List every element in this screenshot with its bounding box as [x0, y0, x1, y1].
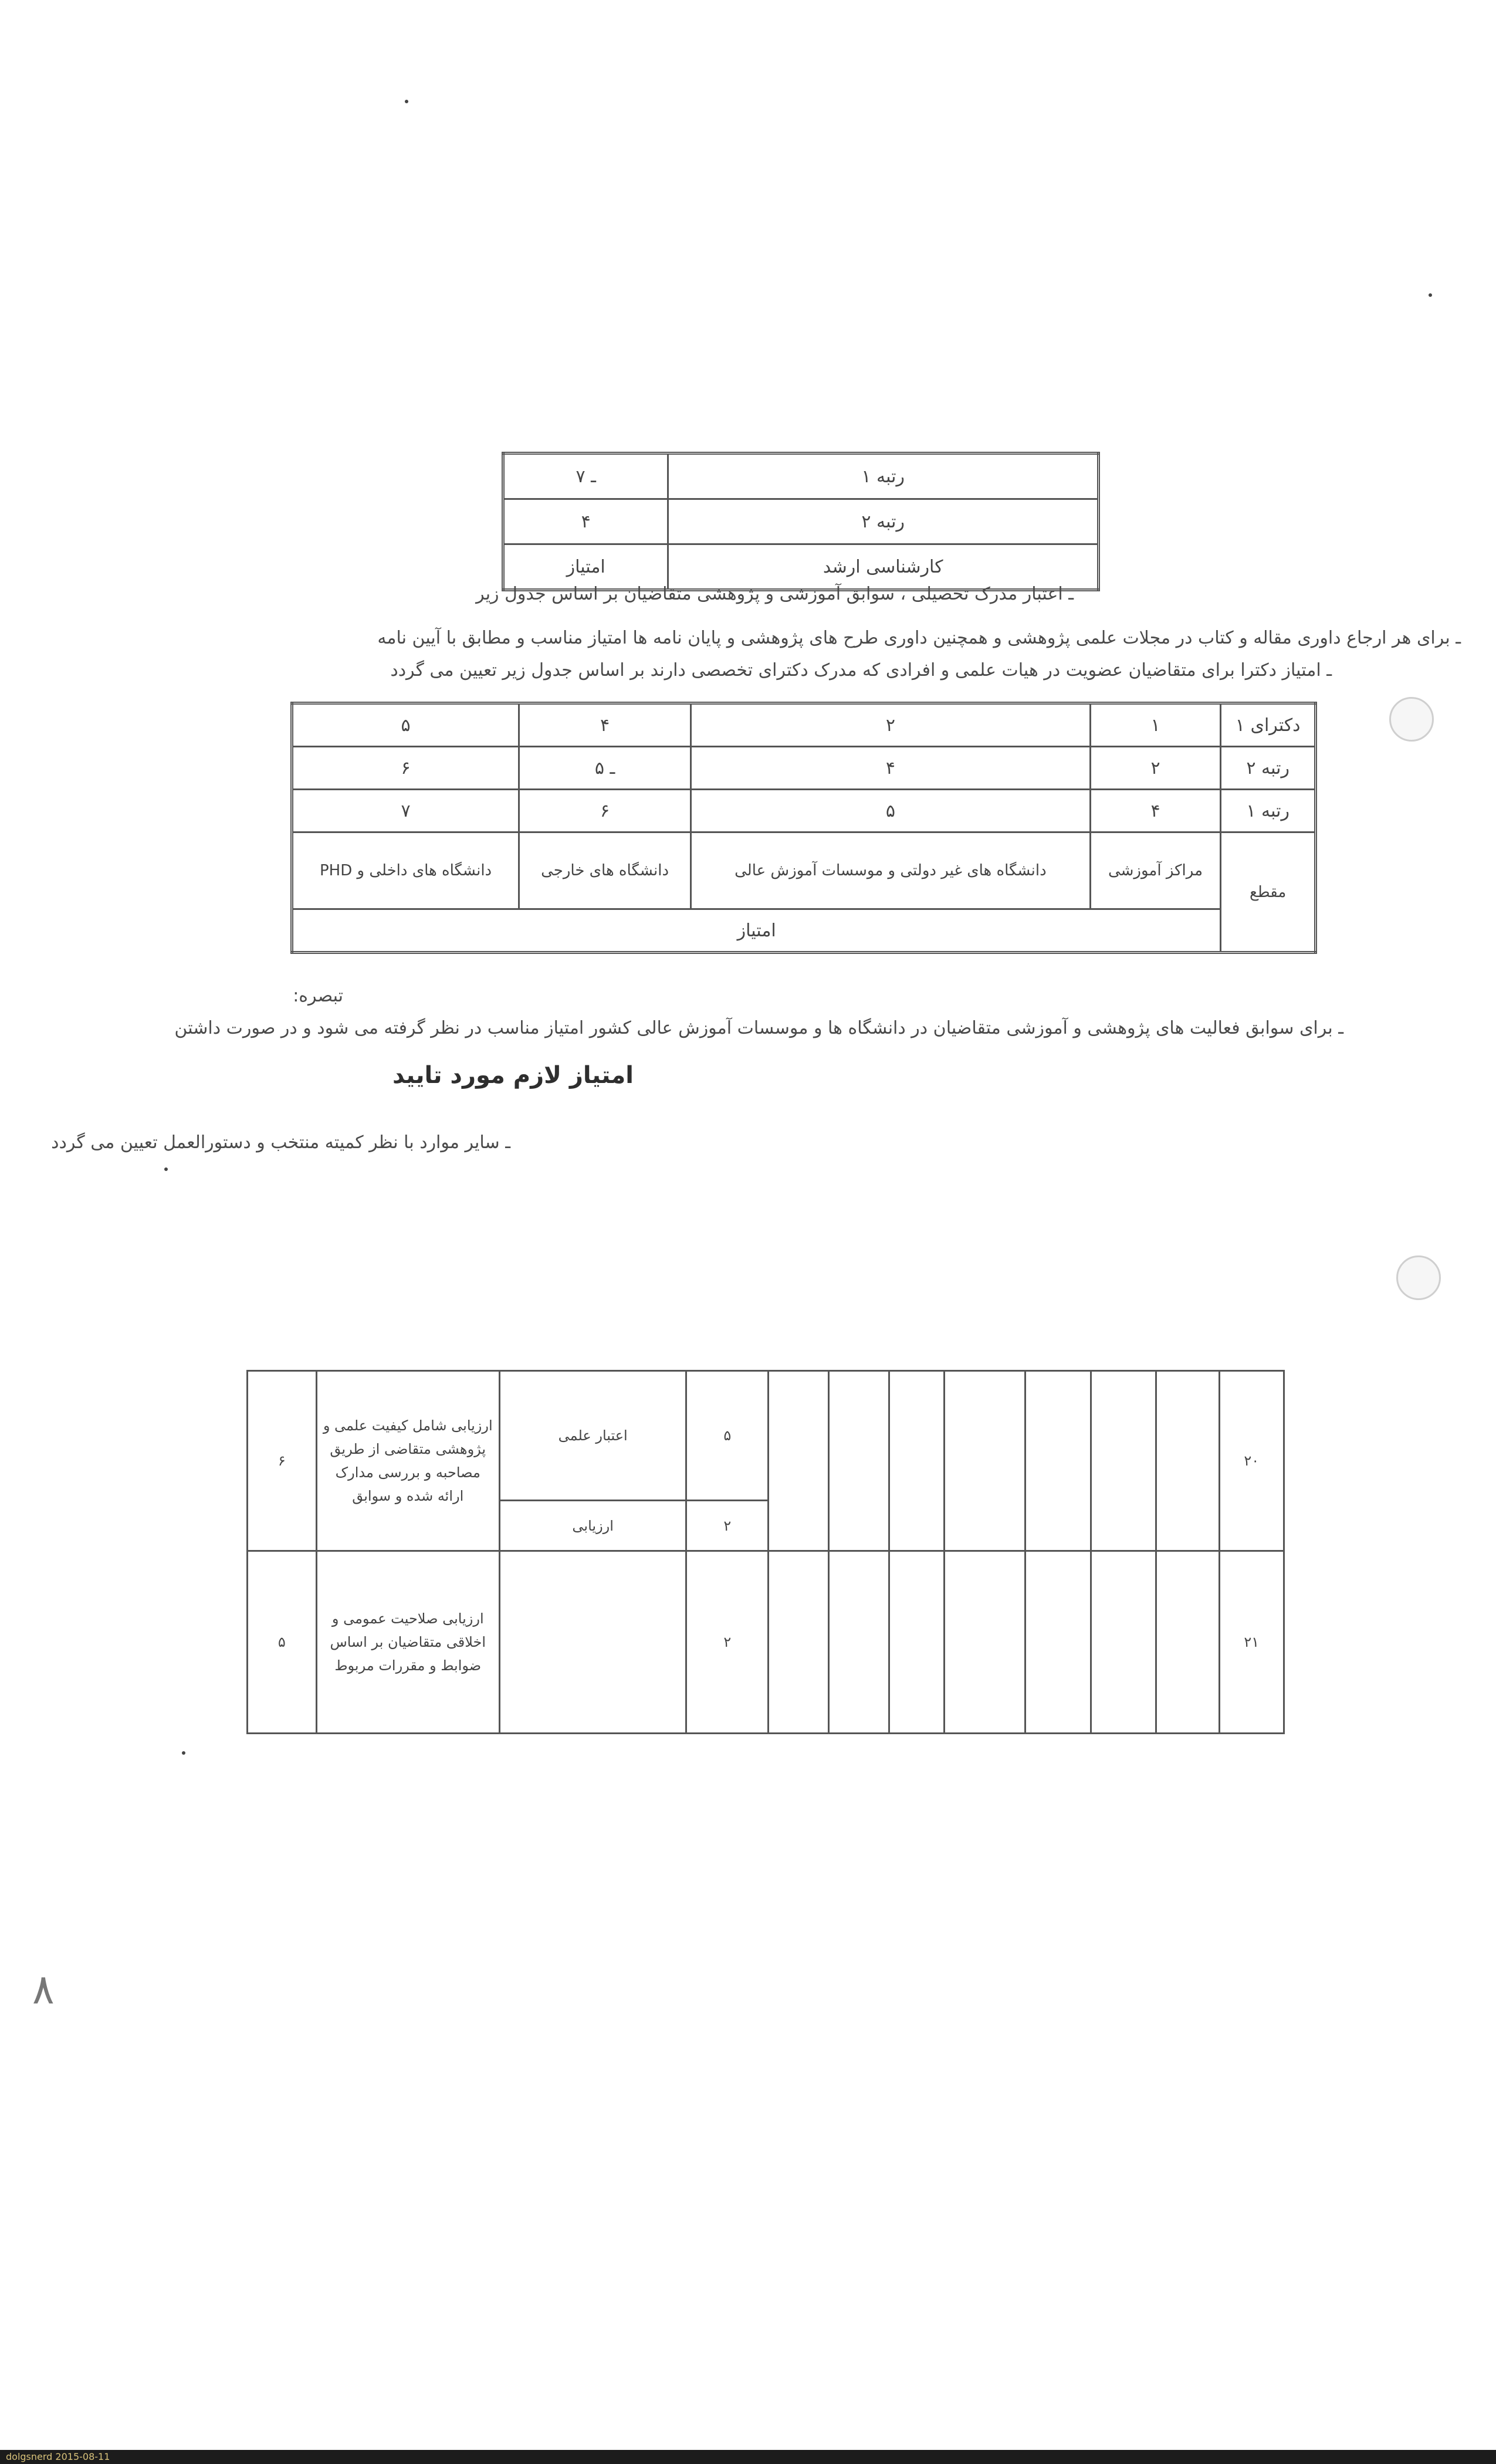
- table-cell: دکترای ۱: [1221, 703, 1316, 747]
- table-cell: ۵: [686, 1371, 769, 1501]
- table-cell: ۷ ـ: [503, 453, 668, 499]
- table-cell: [944, 1551, 1025, 1734]
- table-cell: [1091, 1551, 1156, 1734]
- table-row: [292, 790, 1316, 832]
- table-row: [248, 1551, 1284, 1734]
- table-cell: [889, 1371, 944, 1551]
- table-cell: ۶: [519, 790, 691, 832]
- scan-speck: [405, 100, 408, 103]
- paragraph-line: ـ برای هر ارجاع داوری مقاله و کتاب در مجلات علمی پژوهشی و همچنین داوری طرح های پژوهشی و پایان نامه ها امتیاز مناسب و مطابق با آیین نامه: [377, 628, 1461, 648]
- table-cell: ۵: [691, 790, 1091, 832]
- table-cell: امتیاز: [292, 909, 1221, 953]
- table-row: [248, 1371, 1284, 1501]
- table-cell: مقطع: [1221, 832, 1316, 953]
- table-cell: [828, 1371, 889, 1551]
- table-cell: رتبه ۲: [668, 499, 1099, 544]
- table-cell: [1025, 1551, 1091, 1734]
- paragraph-line: امتیاز لازم مورد تایید: [392, 1062, 634, 1089]
- table-cell: ۲۱: [1219, 1551, 1284, 1734]
- table-cell: امتیاز: [503, 544, 668, 590]
- paragraph-line: ـ امتیاز دکترا برای متقاضیان عضویت در هیات علمی و افرادی که مدرک دکترای تخصصی دارند بر اساس جدول زیر تعیین می گردد: [390, 660, 1332, 681]
- table-cell: مراکز آموزشی: [1090, 832, 1221, 909]
- table-cell: [889, 1551, 944, 1734]
- table-cell: [828, 1551, 889, 1734]
- table-cell: ۴: [503, 499, 668, 544]
- table-cell: PHD دانشگاه های داخلی و: [292, 832, 519, 909]
- table-cell: [1091, 1371, 1156, 1551]
- table-cell: ۶: [292, 747, 519, 790]
- table-cell: [944, 1371, 1025, 1551]
- table-cell: ۲: [686, 1551, 769, 1734]
- table-cell: ۵ ـ: [519, 747, 691, 790]
- table-cell: اعتبار علمی: [499, 1371, 686, 1501]
- table-cell: ۴: [519, 703, 691, 747]
- table-row: [292, 909, 1316, 953]
- table-row: [503, 544, 1099, 590]
- table-cell: رتبه ۱: [668, 453, 1099, 499]
- score-table-evaluation: [246, 1370, 1285, 1734]
- scan-speck: [182, 1751, 185, 1755]
- footer-strip: [0, 2450, 1496, 2464]
- note-label: تبصره:: [293, 986, 343, 1006]
- table-cell: ۴: [1090, 790, 1221, 832]
- table-row: [292, 703, 1316, 747]
- table-cell: ۶: [248, 1371, 317, 1551]
- table-cell: دانشگاه های غیر دولتی و موسسات آموزش عالی: [691, 832, 1091, 909]
- table-cell: رتبه ۲: [1221, 747, 1316, 790]
- punch-hole: [1396, 1255, 1441, 1300]
- table-cell: ۲۰: [1219, 1371, 1284, 1551]
- table-cell: [769, 1371, 829, 1551]
- table-row: [292, 832, 1316, 909]
- punch-hole: [1389, 697, 1434, 742]
- table-cell: ۲: [686, 1501, 769, 1551]
- paragraph-line: ـ اعتبار مدرک تحصیلی ، سوابق آموزشی و پژوهشی متقاضیان بر اساس جدول زیر: [476, 584, 1074, 604]
- table-cell: ۲: [1090, 747, 1221, 790]
- table-cell: دانشگاه های خارجی: [519, 832, 691, 909]
- table-cell: ۵: [248, 1551, 317, 1734]
- table-cell: ۴: [691, 747, 1091, 790]
- table-cell: ۵: [292, 703, 519, 747]
- table-cell: [1025, 1371, 1091, 1551]
- table-cell: ارزیابی: [499, 1501, 686, 1551]
- table-row: [503, 453, 1099, 499]
- table-cell: ۲: [691, 703, 1091, 747]
- page-number: ۸: [32, 1965, 55, 2013]
- table-cell: [769, 1551, 829, 1734]
- footer-watermark: dolgsnerd 2015-08-11: [6, 2451, 110, 2462]
- table-cell: ارزیابی صلاحیت عمومی و اخلاقی متقاضیان بر اساس ضوابط و مقررات مربوط: [316, 1551, 499, 1734]
- table-cell: [1156, 1551, 1219, 1734]
- table-cell: رتبه ۱: [1221, 790, 1316, 832]
- table-cell: [499, 1551, 686, 1734]
- table-cell: ۱: [1090, 703, 1221, 747]
- scan-speck: [1429, 293, 1432, 297]
- table-cell: ۷: [292, 790, 519, 832]
- score-table-phd: [290, 702, 1317, 954]
- table-cell: کارشناسی ارشد: [668, 544, 1099, 590]
- table-cell: ارزیابی شامل کیفیت علمی و پژوهشی متقاضی از طریق مصاحبه و بررسی مدارک ارائه شده و سوابق: [316, 1371, 499, 1551]
- table-cell: [1156, 1371, 1219, 1551]
- paragraph-line: ـ برای سوابق فعالیت های پژوهشی و آموزشی متقاضیان در دانشگاه ها و موسسات آموزش عالی کشور امتیاز مناسب در نظر گرفته می شود و در صورت داشتن: [174, 1018, 1343, 1038]
- scan-speck: [164, 1167, 168, 1171]
- table-row: [292, 747, 1316, 790]
- score-table-degree: [502, 452, 1100, 591]
- table-row: [503, 499, 1099, 544]
- paragraph-line: ـ سایر موارد با نظر کمیته منتخب و دستورالعمل تعیین می گردد: [51, 1132, 510, 1153]
